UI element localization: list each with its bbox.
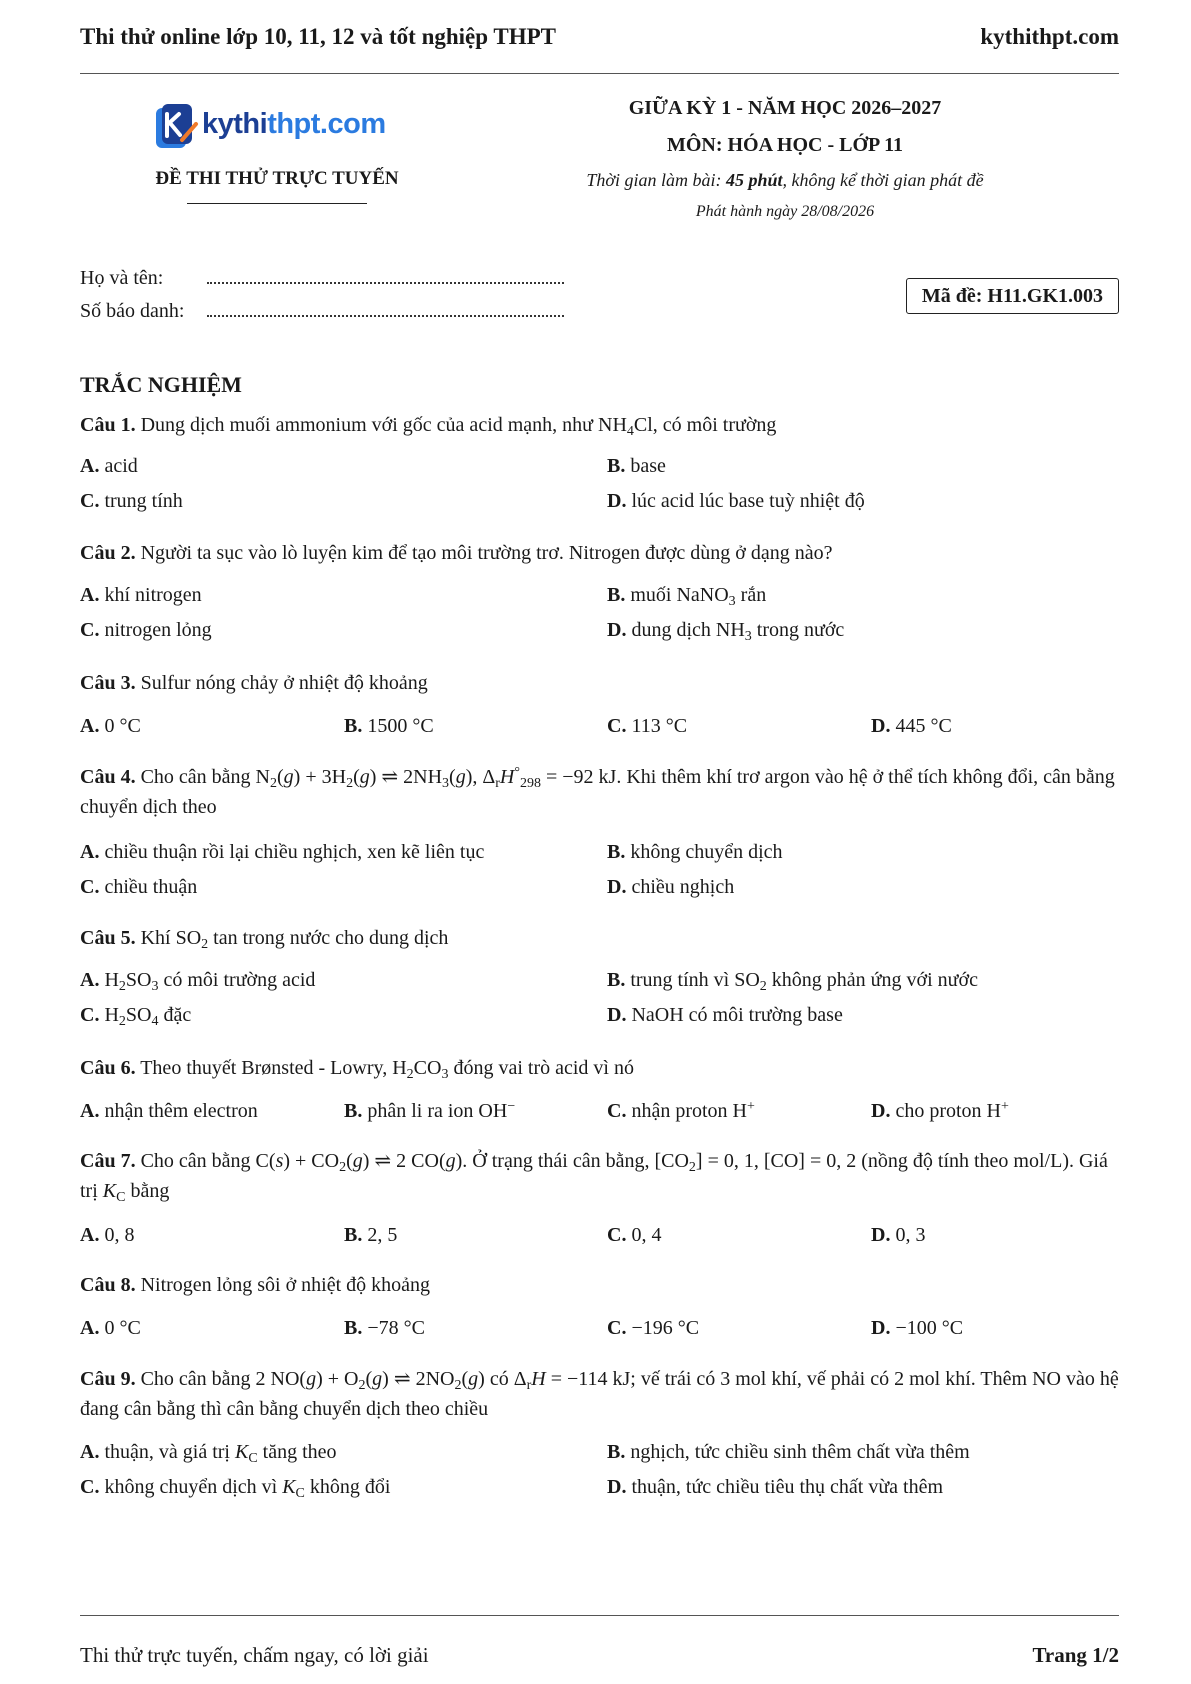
question-1	[80, 410, 1119, 440]
question-text: = −114 kJ; vế trái có 3 mol khí, vế phải có 2 mol khí. Thêm NO vào hệ đang cân bằng thì cân bằng chuyển dịch theo chiều	[80, 1368, 1119, 1420]
option-letter: B.	[607, 455, 626, 477]
option-letter: A.	[80, 715, 100, 737]
question-text: Cho cân bằng C(	[140, 1150, 276, 1172]
option-a[interactable]	[80, 581, 202, 609]
option-b[interactable]	[607, 581, 766, 609]
question-text: ) + 3H	[293, 766, 347, 788]
exam-duration	[550, 170, 1020, 191]
option-a[interactable]	[80, 712, 141, 740]
question-text: ) ⇌ 2NO	[382, 1368, 455, 1390]
subscript: 2	[118, 979, 126, 994]
option-letter: B.	[607, 969, 626, 991]
option-letter: B.	[607, 584, 626, 606]
question-label: Câu 5.	[80, 927, 136, 949]
subscript: r	[495, 776, 500, 791]
option-d[interactable]	[607, 1473, 943, 1501]
question-text: (	[277, 766, 284, 788]
subscript: 2	[759, 979, 767, 994]
page-footer	[80, 1643, 1119, 1668]
question-text: = −92 kJ. Khi thêm khí trơ argon vào hệ ở thể tích không đổi, cân bằng chuyển dịch theo	[80, 766, 1115, 818]
option-letter: B.	[607, 1441, 626, 1463]
option-text: trung tính vì SO	[630, 969, 760, 991]
logo-wordmark	[202, 108, 386, 141]
option-letter: B.	[344, 1100, 363, 1122]
option-text: −196 °C	[631, 1317, 700, 1339]
option-letter: C.	[607, 1100, 627, 1122]
option-text: muối NaNO	[630, 584, 729, 606]
subscript: 2	[270, 776, 277, 791]
subscript: 3	[442, 776, 450, 791]
subscript: C	[116, 1190, 126, 1205]
subscript: 3	[744, 629, 752, 644]
subscript: 4	[626, 424, 634, 439]
option-text: SO	[125, 969, 152, 991]
exam-subject: MÔN: HÓA HỌC - LỚP 11	[666, 134, 904, 156]
superscript: +	[747, 1099, 755, 1114]
option-text: chiều nghịch	[631, 876, 735, 898]
option-a[interactable]	[80, 452, 138, 480]
option-b[interactable]	[607, 838, 783, 866]
name-field[interactable]	[80, 266, 564, 290]
option-letter: B.	[344, 1317, 363, 1339]
math-var: K	[282, 1476, 296, 1498]
option-text: NaOH có môi trường base	[631, 1004, 843, 1026]
question-label: Câu 2.	[80, 542, 136, 564]
option-letter: D.	[607, 1476, 627, 1498]
option-text: không phản ứng với nước	[766, 969, 978, 991]
option-letter: B.	[344, 1224, 363, 1246]
option-c[interactable]	[80, 1473, 390, 1501]
option-a[interactable]	[80, 1438, 337, 1466]
question-label: Câu 3.	[80, 672, 136, 694]
math-var: g	[455, 766, 466, 788]
option-d[interactable]	[871, 712, 952, 740]
subscript: C	[295, 1486, 305, 1501]
option-a[interactable]	[80, 1221, 134, 1249]
option-d[interactable]	[607, 1001, 843, 1029]
question-text: Theo thuyết Brønsted - Lowry, H	[140, 1057, 407, 1079]
option-text: thuận, và giá trị	[104, 1441, 235, 1463]
question-label: Câu 9.	[80, 1368, 136, 1390]
option-letter: A.	[80, 969, 100, 991]
option-text: 0, 3	[895, 1224, 926, 1246]
option-d[interactable]	[871, 1314, 963, 1342]
option-a[interactable]	[80, 1097, 258, 1125]
option-text: −100 °C	[895, 1317, 964, 1339]
option-text: 2, 5	[367, 1224, 398, 1246]
question-text: đóng vai trò acid vì nó	[448, 1057, 634, 1079]
question-text: ) ⇌ 2 CO(	[362, 1150, 446, 1172]
option-text: rắn	[735, 584, 767, 606]
option-text: đặc	[158, 1004, 192, 1026]
math-var: g	[445, 1150, 456, 1172]
option-text: 1500 °C	[367, 715, 434, 737]
option-text: không chuyển dịch	[630, 841, 783, 863]
subtitle-underline	[187, 203, 367, 204]
subscript: 4	[151, 1014, 159, 1029]
question-text: (	[353, 766, 360, 788]
footer-text: Thi thử trực tuyến, chấm ngay, có lời giải	[80, 1643, 429, 1667]
option-letter: D.	[607, 619, 627, 641]
option-letter: C.	[607, 1317, 627, 1339]
question-text: tan trong nước cho dung dịch	[208, 927, 449, 949]
option-text: dung dịch NH	[631, 619, 745, 641]
option-text: trong nước	[751, 619, 845, 641]
exam-code-badge: Mã đề: H11.GK1.003	[906, 278, 1119, 314]
option-d[interactable]	[871, 1221, 925, 1249]
option-b[interactable]	[344, 1221, 397, 1249]
option-a[interactable]	[80, 1314, 141, 1342]
option-text: lúc acid lúc base tuỳ nhiệt độ	[631, 490, 865, 512]
option-letter: D.	[871, 1317, 891, 1339]
question-label: Câu 6.	[80, 1057, 136, 1079]
superscript: −	[507, 1099, 516, 1114]
logo-text-part2: thpt.com	[267, 108, 386, 140]
logo-mark-icon	[152, 102, 202, 154]
question-text: bằng	[125, 1180, 170, 1202]
option-d[interactable]	[607, 616, 844, 644]
candidate-id-blank[interactable]	[207, 299, 564, 317]
exam-title: GIỮA KỲ 1 - NĂM HỌC 2026–2027	[628, 97, 942, 119]
option-text: −78 °C	[367, 1317, 425, 1339]
option-letter: D.	[871, 1224, 891, 1246]
duration-prefix: Thời gian làm bài:	[586, 170, 726, 190]
question-text: Cho cân bằng N	[140, 766, 270, 788]
subscript: 2	[346, 776, 354, 791]
option-c[interactable]	[607, 1097, 755, 1125]
subscript: 2	[201, 937, 209, 952]
option-d[interactable]	[607, 873, 734, 901]
option-letter: C.	[80, 1004, 100, 1026]
option-text: H	[104, 969, 119, 991]
option-text: trung tính	[104, 490, 183, 512]
option-a[interactable]	[80, 966, 315, 994]
page-number: Trang 1/2	[1032, 1643, 1119, 1667]
option-text: nhận thêm electron	[104, 1100, 258, 1122]
superscript: °	[514, 765, 520, 780]
header-divider	[80, 73, 1119, 74]
question-text: ). Ở trạng thái cân bằng, [CO	[455, 1150, 689, 1172]
option-c[interactable]	[80, 487, 183, 515]
option-text: chiều thuận rồi lại chiều nghịch, xen kẽ liên tục	[104, 841, 485, 863]
option-text: 0 °C	[104, 715, 141, 737]
option-text: 0, 4	[631, 1224, 662, 1246]
option-a[interactable]	[80, 838, 484, 866]
question-text: ] = 0, 1, [CO] = 0, 2 (nồng độ tính theo mol/L). Giá trị	[80, 1150, 1108, 1202]
option-letter: A.	[80, 1441, 100, 1463]
question-8	[80, 1270, 1119, 1300]
option-text: khí nitrogen	[104, 584, 202, 606]
question-2	[80, 538, 1119, 568]
option-text: SO	[125, 1004, 152, 1026]
option-c[interactable]	[607, 1221, 661, 1249]
option-text: có môi trường acid	[158, 969, 316, 991]
candidate-id-field[interactable]	[80, 299, 564, 323]
option-letter: B.	[344, 715, 363, 737]
subscript: 2	[688, 1160, 696, 1175]
option-text: base	[630, 455, 666, 477]
option-b[interactable]	[344, 712, 434, 740]
option-letter: D.	[871, 715, 891, 737]
subscript: 2	[406, 1067, 414, 1082]
question-text: Khí SO	[140, 927, 202, 949]
duration-suffix: , không kể thời gian phát đề	[782, 170, 984, 190]
duration-value: 45 phút	[726, 170, 783, 190]
option-text: 445 °C	[895, 715, 952, 737]
math-var: K	[102, 1180, 117, 1202]
math-var: H	[531, 1368, 546, 1390]
option-letter: C.	[80, 490, 100, 512]
math-var: g	[283, 766, 294, 788]
option-text: 113 °C	[631, 715, 688, 737]
subscript: C	[248, 1451, 258, 1466]
question-text: ) + O	[316, 1368, 359, 1390]
candidate-id-label: Số báo danh:	[80, 300, 185, 322]
option-c[interactable]	[607, 1314, 699, 1342]
site-logo[interactable]	[152, 102, 412, 154]
option-letter: D.	[607, 1004, 627, 1026]
option-b[interactable]	[344, 1097, 515, 1125]
math-var: g	[352, 1150, 363, 1172]
subscript: 2	[118, 1014, 126, 1029]
question-text: ) ⇌ 2NH	[369, 766, 443, 788]
option-text: tăng theo	[257, 1441, 337, 1463]
option-d[interactable]	[871, 1097, 1009, 1125]
option-letter: C.	[80, 876, 100, 898]
section-title: TRẮC NGHIỆM	[80, 372, 242, 397]
header-site-link[interactable]: kythithpt.com	[980, 24, 1119, 49]
name-blank[interactable]	[207, 266, 564, 284]
option-letter: B.	[607, 841, 626, 863]
subscript: 2	[358, 1378, 366, 1393]
option-letter: A.	[80, 1224, 100, 1246]
question-text: ) + CO	[283, 1150, 340, 1172]
option-letter: A.	[80, 584, 100, 606]
option-d[interactable]	[607, 487, 865, 515]
option-text: 0 °C	[104, 1317, 141, 1339]
math-var: g	[468, 1368, 479, 1390]
question-text: Người ta sục vào lò luyện kim để tạo môi trường trơ. Nitrogen được dùng ở dạng nào?	[140, 542, 833, 564]
option-b[interactable]	[607, 966, 978, 994]
option-letter: C.	[80, 1476, 100, 1498]
option-text: nitrogen lỏng	[104, 619, 212, 641]
question-label: Câu 8.	[80, 1274, 136, 1296]
option-c[interactable]	[80, 873, 197, 901]
question-text: Cho cân bằng 2 NO(	[140, 1368, 307, 1390]
page-header	[80, 24, 1119, 54]
question-text: (	[449, 766, 456, 788]
question-text: Dung dịch muối ammonium với gốc của acid mạnh, như NH	[140, 414, 627, 436]
question-text: (	[346, 1150, 353, 1172]
exam-type-label: ĐỀ THI THỬ TRỰC TUYẾN	[155, 168, 399, 189]
option-letter: D.	[607, 876, 627, 898]
question-label: Câu 1.	[80, 414, 136, 436]
subscript: 298	[519, 776, 541, 791]
question-label: Câu 4.	[80, 766, 136, 788]
math-var: H	[499, 766, 515, 788]
math-var: g	[359, 766, 370, 788]
option-c[interactable]	[80, 616, 212, 644]
option-text: nghịch, tức chiều sinh thêm chất vừa thêm	[630, 1441, 970, 1463]
question-5	[80, 923, 1119, 953]
superscript: +	[1001, 1099, 1009, 1114]
option-letter: C.	[607, 715, 627, 737]
subscript: 2	[339, 1160, 347, 1175]
option-text: không chuyển dịch vì	[104, 1476, 283, 1498]
question-7	[80, 1146, 1119, 1206]
question-3	[80, 668, 1119, 698]
option-text: H	[104, 1004, 119, 1026]
option-letter: A.	[80, 841, 100, 863]
question-text: ) có Δ	[478, 1368, 527, 1390]
question-label: Câu 7.	[80, 1150, 136, 1172]
math-var: g	[306, 1368, 317, 1390]
question-4	[80, 762, 1119, 822]
question-text: Cl, có môi trường	[633, 414, 777, 436]
question-text: Sulfur nóng chảy ở nhiệt độ khoảng	[140, 672, 428, 694]
option-text: chiều thuận	[104, 876, 198, 898]
subscript: 2	[454, 1378, 462, 1393]
question-text: Nitrogen lỏng sôi ở nhiệt độ khoảng	[140, 1274, 431, 1296]
logo-text-part1: kythi	[202, 108, 268, 140]
question-9	[80, 1364, 1119, 1424]
question-text: CO	[413, 1057, 442, 1079]
header-left-text: Thi thử online lớp 10, 11, 12 và tốt nghiệp THPT	[80, 24, 556, 49]
subscript: 3	[728, 594, 736, 609]
option-letter: D.	[607, 490, 627, 512]
option-text: acid	[104, 455, 138, 477]
footer-divider	[80, 1615, 1119, 1616]
subscript: 3	[441, 1067, 449, 1082]
option-letter: C.	[80, 619, 100, 641]
option-letter: A.	[80, 1100, 100, 1122]
option-text: phân li ra ion OH	[367, 1100, 508, 1122]
option-text: thuận, tức chiều tiêu thụ chất vừa thêm	[631, 1476, 944, 1498]
question-text: ), Δ	[465, 766, 496, 788]
option-text: nhận proton H	[631, 1100, 747, 1122]
subscript: r	[526, 1378, 532, 1393]
exam-page	[80, 0, 1119, 1684]
option-letter: D.	[871, 1100, 891, 1122]
option-c[interactable]	[607, 712, 687, 740]
question-text: (	[365, 1368, 373, 1390]
math-var: g	[372, 1368, 383, 1390]
option-c[interactable]	[80, 1001, 191, 1029]
issue-date: Phát hành ngày 28/08/2026	[695, 203, 875, 220]
subscript: 3	[151, 979, 159, 994]
option-letter: C.	[607, 1224, 627, 1246]
question-text: (	[461, 1368, 469, 1390]
option-b[interactable]	[344, 1314, 425, 1342]
option-letter: A.	[80, 455, 100, 477]
option-b[interactable]	[607, 1438, 970, 1466]
question-6	[80, 1053, 1119, 1083]
math-var: s	[275, 1150, 284, 1172]
option-b[interactable]	[607, 452, 666, 480]
math-var: K	[234, 1441, 249, 1463]
option-text: cho proton H	[895, 1100, 1001, 1122]
name-label: Họ và tên:	[80, 267, 164, 289]
option-text: không đổi	[304, 1476, 391, 1498]
option-letter: A.	[80, 1317, 100, 1339]
option-text: 0, 8	[104, 1224, 135, 1246]
